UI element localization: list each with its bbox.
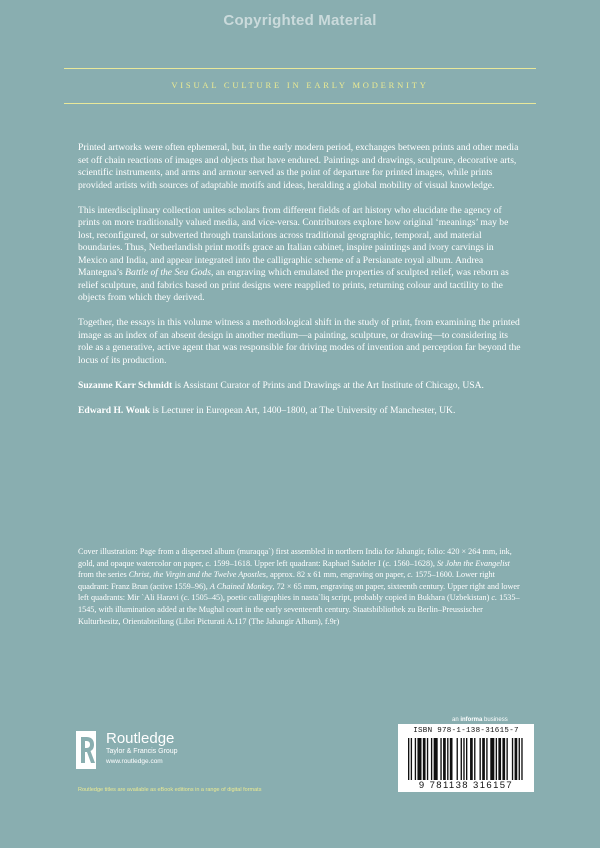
series-title: VISUAL CULTURE IN EARLY MODERNITY bbox=[171, 80, 429, 90]
series-band bbox=[64, 68, 536, 104]
publisher-url: www.routledge.com bbox=[106, 758, 163, 765]
blurb-paragraph-3: Together, the essays in this volume witness a methodological shift in the study of print, from examining the printed image as an index of an absent design in another medium—a painting, sculpture, or drawing—to considering its role as a generative, active agent that was responsible for driving modes of invention and perception far beyond the locus of its production. bbox=[78, 317, 521, 366]
editor-name-1: Suzanne Karr Schmidt bbox=[78, 379, 173, 391]
isbn-barcode bbox=[398, 724, 534, 792]
barcode-bar bbox=[423, 738, 426, 780]
credit-text: 1599–1618. Upper left quadrant: Raphael Sadeler I ( bbox=[211, 558, 386, 568]
editor-bio-1 bbox=[78, 380, 524, 393]
credit-circa: c. bbox=[407, 570, 414, 580]
barcode-digits: 9 781138 316157 bbox=[418, 780, 514, 791]
barcode-bar bbox=[417, 738, 421, 780]
barcode-bar bbox=[463, 738, 464, 780]
cover-illustration-credit bbox=[78, 546, 524, 627]
barcode-bar bbox=[470, 738, 473, 780]
blurb bbox=[78, 142, 524, 430]
barcode-bar bbox=[408, 738, 409, 780]
credit-work-title: A Chained Monkey bbox=[209, 581, 273, 591]
barcode-bar bbox=[498, 738, 501, 780]
barcode-bar bbox=[479, 738, 480, 780]
informa-tagline bbox=[452, 717, 508, 723]
publisher-name: Routledge bbox=[106, 730, 175, 747]
barcode-bar bbox=[461, 738, 462, 780]
credit-text: , approx. 82 x 61 mm, engraving on paper, bbox=[266, 570, 408, 580]
publisher-group: Taylor & Francis Group bbox=[106, 748, 178, 755]
credit-text: , 72 × 65 mm, engraving on paper, sixteenth century. Upper right and lower left quadrants: Mir `Ali Haravi ( bbox=[78, 581, 520, 603]
informa-suffix: business bbox=[482, 717, 508, 723]
barcode-bar bbox=[512, 738, 513, 780]
barcode-bar bbox=[434, 738, 438, 780]
isbn-label: ISBN 978-1-138-31615-7 bbox=[413, 727, 519, 735]
editor-bio-2 bbox=[78, 405, 524, 418]
informa-prefix: an bbox=[452, 717, 461, 723]
barcode-bars bbox=[406, 738, 526, 780]
editor-bio-text-2: is Lecturer in European Art, 1400–1800, at The University of Manchester, UK. bbox=[150, 404, 456, 416]
barcode-bar bbox=[496, 738, 497, 780]
barcode-bar bbox=[474, 738, 475, 780]
barcode-bar bbox=[519, 738, 520, 780]
paragraph-2-text-b: , an engraving which emulated the properties of sculpted relief, was reborn as relief sculpture, and fabrics based on print designs were reapplied to prints, returning colour and tactility to the objects from which they derived. bbox=[78, 267, 509, 303]
barcode-bar bbox=[427, 738, 428, 780]
paragraph-2-text-a: This interdisciplinary collection unites scholars from different fields of art history who elucidate the agency of prints on more traditionally valued media, and vice-versa. Contributors explore how original ‘meanings’ may be lost, reconfigured, or subverted through translations across traditional geographic, temporal, and material boundaries. Thus, Netherlandish print motifs grace an Italian cabinet, inspire paintings and ivory carvings in Mexico and India, and appear integrated into the calligraphic scheme of a Persianate royal album. Andrea Mantegna’s bbox=[78, 204, 509, 278]
credit-work-title: St John the Evangelist bbox=[436, 558, 510, 568]
credit-circa: c. bbox=[491, 593, 498, 603]
routledge-r-icon bbox=[76, 731, 96, 769]
barcode-bar bbox=[447, 738, 448, 780]
editor-name-2: Edward H. Wouk bbox=[78, 404, 151, 416]
credit-circa: c. bbox=[385, 558, 392, 568]
editor-bio-text-1: is Assistant Curator of Prints and Drawings at the Art Institute of Chicago, USA. bbox=[172, 379, 484, 391]
credit-text: Cover illustration: Page from a dispersed album (muraqqa`) first assembled in northern India for Jahangir, folio: 420 × 264 mm, ink, gold, and opaque watercolor on paper, bbox=[78, 547, 512, 568]
credit-text: 1505–45), poetic calligraphies in nasta`liq script, probably copied in Bukhara (Uzbekistan) bbox=[189, 593, 492, 603]
credit-text: from the series bbox=[78, 570, 129, 580]
work-title-battle-of-sea-gods: Battle of the Sea Gods bbox=[125, 267, 211, 278]
credit-circa: c. bbox=[205, 558, 212, 568]
blurb-paragraph-2 bbox=[78, 205, 524, 305]
credit-series-title: Christ, the Virgin and the Twelve Apostles bbox=[128, 570, 266, 580]
barcode-bar bbox=[415, 738, 416, 780]
credit-text: 1560–1628), bbox=[391, 558, 437, 568]
routledge-logo bbox=[76, 731, 276, 771]
barcode-bar bbox=[506, 738, 507, 780]
barcode-bar bbox=[431, 738, 432, 780]
barcode-bar bbox=[411, 738, 412, 780]
credit-text: 1575–1600. Lower right quadrant: Franz Brun (active 1559–96), bbox=[78, 570, 495, 591]
blurb-paragraph-1: Printed artworks were often ephemeral, but, in the early modern period, exchanges between prints and other media set off chain reactions of images and objects that have endured. Paintings and drawings, sculpture, decorative arts, scientific instruments, and arms and armour served as the point of departure for printed images, while prints provided artists with sources of adaptable motifs and ideas, heralding a global mobility of visual knowledge. bbox=[78, 142, 519, 191]
copyright-watermark: Copyrighted Material bbox=[223, 12, 377, 29]
barcode-bar bbox=[490, 738, 494, 780]
informa-brand: informa bbox=[460, 717, 483, 723]
barcode-bar bbox=[521, 738, 522, 780]
credit-text: 1535–1545, with illumination added at the Mughal court in the early seventeenth century. Staatsbibliothek zu Berlin–Preussischer Kulturbesitz, Orientabteilung (Libri Picturati A.117 (The Jahangir Album), f.9r) bbox=[78, 593, 520, 626]
barcode-bar bbox=[450, 738, 453, 780]
ebook-availability-note: Routledge titles are available as eBook editions in a range of digital formats bbox=[78, 787, 262, 793]
barcode-bar bbox=[482, 738, 485, 780]
barcode-bar bbox=[502, 738, 505, 780]
barcode-bar bbox=[457, 738, 458, 780]
barcode-bar bbox=[443, 738, 446, 780]
barcode-bar bbox=[466, 738, 467, 780]
barcode-bar bbox=[515, 738, 518, 780]
barcode-bar bbox=[440, 738, 441, 780]
credit-circa: c. bbox=[183, 593, 190, 603]
barcode-bar bbox=[486, 738, 487, 780]
